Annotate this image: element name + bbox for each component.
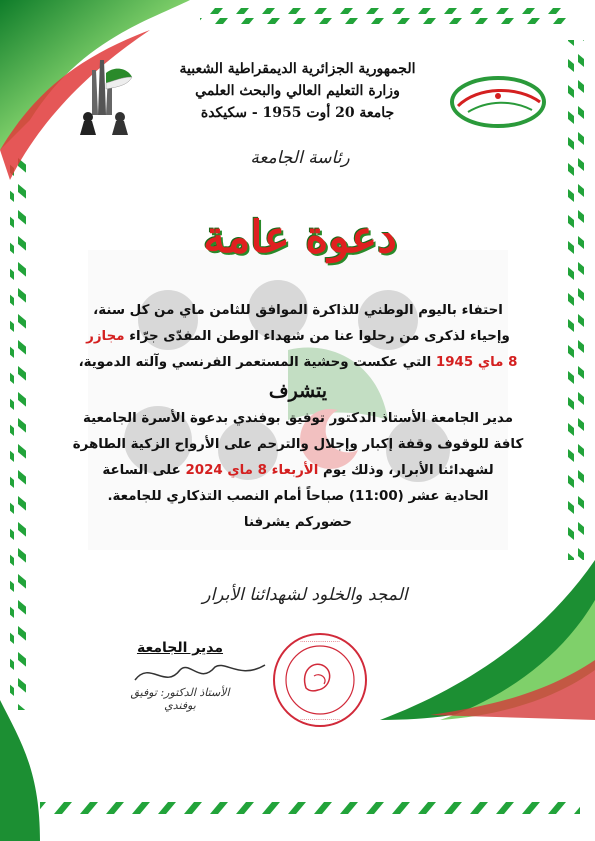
massacres-date: 8 ماي 1945 <box>435 355 518 370</box>
para2-line3a: لشهدائنا الأبرار، وذلك يوم <box>323 463 494 478</box>
para2-line5: حضوركم يشرفنا <box>243 515 353 530</box>
signer-name: الأستاذ الدكتور: توفيق بوفندي <box>130 686 230 712</box>
header-ministry: وزارة التعليم العالي والبحث العلمي <box>195 83 400 99</box>
invitation-title: دعوة عامة <box>203 212 397 263</box>
para2-line4: الحادية عشر (11:00) صباحاً أمام النصب التذكاري للجامعة. <box>107 489 489 504</box>
signer-title: مدير الجامعة <box>136 640 224 656</box>
para2-line3b: على الساعة <box>102 463 181 478</box>
honor-word: يتشرف <box>268 380 328 402</box>
svg-text:·····················: ····················· <box>299 717 341 724</box>
para1-line3 <box>66 350 530 376</box>
official-seal <box>270 630 370 730</box>
para1-line2 <box>66 324 530 350</box>
official-header <box>150 58 445 124</box>
presidency-label: رئاسة الجامعة <box>250 148 350 168</box>
para1-line3-text: التي عكست وحشية المستعمر الفرنسي وآلته الدموية، <box>78 355 432 370</box>
invitation-body <box>66 298 530 536</box>
glory-calligraphy: المجد والخلود لشهدائنا الأبرار <box>202 585 408 605</box>
event-date: الأربعاء 8 ماي 2024 <box>185 463 319 478</box>
university-logo <box>448 72 548 132</box>
para1-line2-text: وإحياء لذكرى من رحلوا عنا من شهداء الوطن المفدّى جرّاء <box>129 329 510 344</box>
header-republic: الجمهورية الجزائرية الديمقراطية الشعبية <box>179 61 416 77</box>
handwritten-signature <box>130 655 270 695</box>
monument-emblem <box>70 55 140 135</box>
header-university: جامعة 20 أوت 1955 - سكيكدة <box>200 105 395 121</box>
svg-text:·····················: ····················· <box>299 639 341 646</box>
para2-line1: مدير الجامعة الأستاذ الدكتور توفيق بوفندي بدعوة الأسرة الجامعية <box>82 411 514 426</box>
para2-line3 <box>66 458 530 484</box>
para1-line1: احتفاء باليوم الوطني للذاكرة الموافق للثامن ماي من كل سنة، <box>93 303 503 318</box>
massacres-word: مجازر <box>86 329 125 344</box>
para2-line2: كافة للوقوف وقفة إكبار وإجلال والترحم على الأرواح الزكية الطاهرة <box>72 437 524 452</box>
